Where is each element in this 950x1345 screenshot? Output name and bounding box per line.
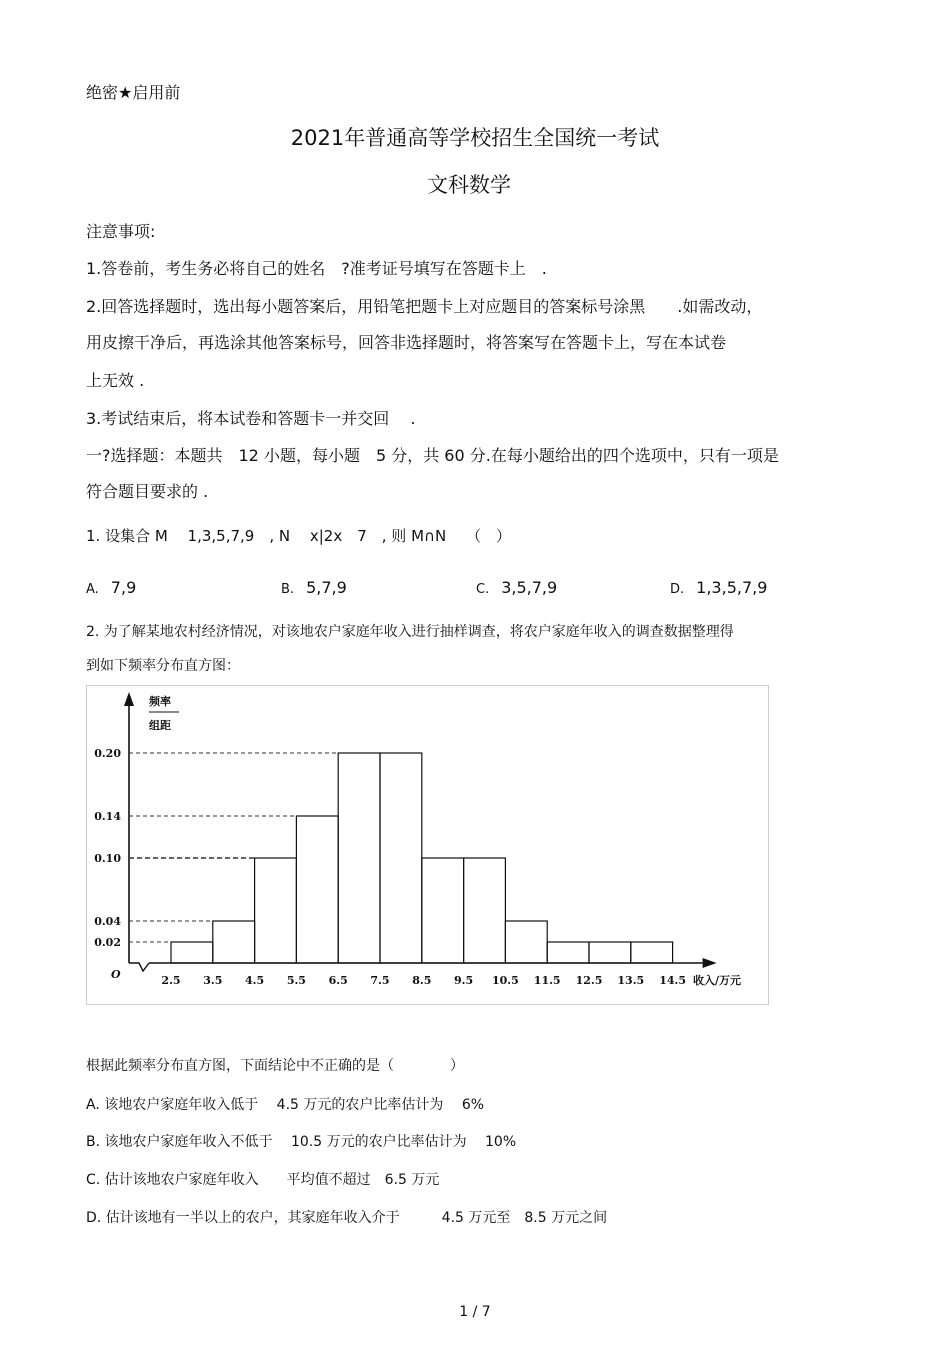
origin-label: O [111, 968, 121, 981]
note-2-line-1: 2.回答选择题时，选出每小题答案后，用铅笔把题卡上对应题目的答案标号涂黑 .如需改动， [86, 297, 763, 316]
option-label: A. [86, 582, 99, 597]
histogram-bar [380, 753, 422, 963]
q2-option-a: A. 该地农户家庭年收入低于 4.5 万元的农户比率估计为 6% [86, 1097, 485, 1113]
page-title: 2021年普通高等学校招生全国统一考试 [290, 126, 660, 150]
option-value: 5,7,9 [306, 578, 347, 597]
note-3: 3.考试结束后，将本试卷和答题卡一并交回 . [86, 409, 416, 428]
note-2-line-3: 上无效 . [86, 371, 145, 390]
option-value: 3,5,7,9 [501, 578, 558, 597]
q1-stem: 1. 设集合 M 1,3,5,7,9 , N x|2x 7 , 则 M∩N （ ） [86, 527, 511, 545]
x-tick-label: 2.5 [161, 974, 181, 987]
x-tick-label: 13.5 [617, 974, 645, 987]
q2-option-b: B. 该地农户家庭年收入不低于 10.5 万元的农户比率估计为 10% [86, 1134, 517, 1150]
histogram-bar [171, 942, 213, 963]
x-tick-label: 8.5 [412, 974, 432, 987]
x-tick-label: 11.5 [533, 974, 561, 987]
secret-mark: 绝密★启用前 [86, 83, 181, 102]
histogram-bar [464, 858, 506, 963]
x-tick-label: 12.5 [575, 974, 603, 987]
histogram-chart [87, 686, 770, 1006]
q1-option-b [281, 578, 347, 597]
option-value: 7,9 [110, 578, 137, 597]
histogram-bar [338, 753, 380, 963]
x-axis-break [129, 963, 149, 971]
histogram-bar [422, 858, 464, 963]
option-value: 1,3,5,7,9 [696, 578, 768, 597]
histogram-frame [86, 685, 769, 1005]
x-tick-label: 5.5 [286, 974, 306, 987]
y-tick-label: 0.04 [94, 915, 121, 928]
histogram-bar [589, 942, 631, 963]
q1-option-c [476, 578, 557, 597]
y-axis-arrow [124, 692, 134, 706]
x-tick-label: 14.5 [659, 974, 686, 987]
x-tick-label: 7.5 [370, 974, 390, 987]
option-label: C. [476, 582, 490, 597]
section-heading-line-1: 一?选择题：本题共 12 小题，每小题 5 分，共 60 分.在每小题给出的四个选项中，只有一项是 [86, 446, 779, 465]
page-subtitle: 文科数学 [427, 173, 511, 197]
x-tick-label: 6.5 [328, 974, 348, 987]
histogram-bar [547, 942, 589, 963]
histogram-bar [631, 942, 673, 963]
y-axis-label-top: 频率 [149, 695, 171, 708]
notes-heading: 注意事项: [86, 222, 156, 241]
histogram-bar [255, 858, 297, 963]
q1-option-a [86, 578, 136, 597]
y-tick-label: 0.20 [94, 747, 121, 760]
note-1: 1.答卷前，考生务必将自己的姓名 ?准考证号填写在答题卡上 . [86, 259, 547, 278]
x-axis-arrow [703, 958, 717, 968]
y-axis-label-bottom: 组距 [149, 719, 171, 732]
x-axis-label: 收入/万元 [693, 974, 742, 987]
page-number: 1 / 7 [459, 1304, 491, 1320]
q1-option-d [670, 578, 767, 597]
x-tick-label: 9.5 [454, 974, 474, 987]
histogram-bar [296, 816, 338, 963]
histogram-bar [505, 921, 547, 963]
x-tick-label: 4.5 [245, 974, 265, 987]
q2-question: 根据此频率分布直方图，下面结论中不正确的是（ ） [86, 1058, 464, 1074]
q2-stem-line-1: 2. 为了解某地农村经济情况，对该地农户家庭年收入进行抽样调查，将农户家庭年收入的调查数据整理得 [86, 624, 734, 640]
x-tick-label: 3.5 [203, 974, 223, 987]
q2-option-d: D. 估计该地有一半以上的农户，其家庭年收入介于 4.5 万元至 8.5 万元之间 [86, 1210, 608, 1226]
y-tick-label: 0.14 [94, 810, 121, 823]
option-label: B. [281, 582, 295, 597]
q2-stem-line-2: 到如下频率分布直方图： [86, 658, 240, 674]
q2-option-c: C. 估计该地农户家庭年收入 平均值不超过 6.5 万元 [86, 1172, 440, 1188]
histogram-bar [213, 921, 255, 963]
note-2-line-2: 用皮擦干净后，再选涂其他答案标号，回答非选择题时，将答案写在答题卡上，写在本试卷 [86, 333, 727, 352]
y-tick-label: 0.02 [94, 936, 121, 949]
option-label: D. [670, 582, 685, 597]
x-tick-label: 10.5 [492, 974, 519, 987]
section-heading-line-2: 符合题目要求的 . [86, 482, 209, 501]
y-tick-label: 0.10 [94, 852, 121, 865]
